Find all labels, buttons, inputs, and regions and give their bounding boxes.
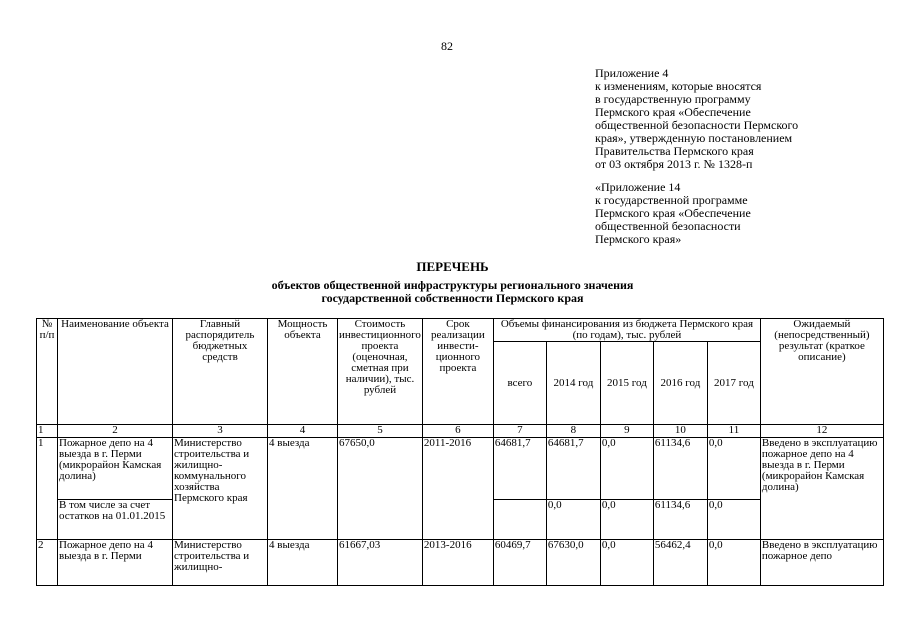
expected-result: Введено в эксплуатацию пожарное депо xyxy=(760,540,883,586)
document-subtitle xyxy=(0,279,905,305)
header-term: Срок реализации инвести-ционного проекта xyxy=(422,319,493,425)
annex-sub-header: «Приложение 14 к государственной программе Пермского края «Обеспечение общественной безопасности Пермского края» xyxy=(595,180,751,246)
row-num: 2 xyxy=(37,540,58,586)
col-number: 12 xyxy=(760,425,883,438)
total: 60469,7 xyxy=(493,540,546,586)
header-2016: 2016 год xyxy=(653,342,707,425)
funding-2015: 0,0 xyxy=(600,540,653,586)
header-manager: Главный распорядитель бюджетных средств xyxy=(173,319,268,425)
annex-header: Приложение 4 к изменениям, которые вносятся в государственную программу Пермского края «Обеспечение общественной безопасности Пермского края», утвержденную постановлением Правительства Пермского края от 03 октября 2013 г. № 1328-п xyxy=(595,66,799,171)
header-capacity: Мощность объекта xyxy=(268,319,338,425)
col-number: 2 xyxy=(58,425,173,438)
header-2014: 2014 год xyxy=(546,342,600,425)
col-number: 3 xyxy=(173,425,268,438)
document-title: ПЕРЕЧЕНЬ xyxy=(416,259,489,274)
row-num: 1 xyxy=(37,438,58,540)
sub-object-name: В том числе за счет остатков на 01.01.2015 xyxy=(58,500,173,540)
header-cost: Стоимость инвестиционного проекта (оценочная, сметная при наличии), тыс. рублей xyxy=(338,319,423,425)
capacity: 4 выезда xyxy=(268,540,338,586)
term: 2011-2016 xyxy=(422,438,493,540)
funding-2015: 0,0 xyxy=(600,438,653,500)
sub-funding-2016: 61134,6 xyxy=(653,500,707,540)
sub-funding-2017: 0,0 xyxy=(707,500,760,540)
object-name: Пожарное депо на 4 выезда в г. Перми xyxy=(58,540,173,586)
col-number: 4 xyxy=(268,425,338,438)
cost: 61667,03 xyxy=(338,540,423,586)
sub-total xyxy=(493,500,546,540)
table-row xyxy=(37,438,884,500)
funding-2017: 0,0 xyxy=(707,438,760,500)
header-name: Наименование объекта xyxy=(58,319,173,425)
col-number: 5 xyxy=(338,425,423,438)
object-name: Пожарное депо на 4 выезда в г. Перми (микрорайон Камская долина) xyxy=(58,438,173,500)
sub-funding-2015: 0,0 xyxy=(600,500,653,540)
funding-2014: 64681,7 xyxy=(546,438,600,500)
capacity: 4 выезда xyxy=(268,438,338,540)
col-number: 7 xyxy=(493,425,546,438)
header-funding: Объемы финансирования из бюджета Пермского края (по годам), тыс. рублей xyxy=(493,319,760,342)
col-number: 11 xyxy=(707,425,760,438)
col-number: 9 xyxy=(600,425,653,438)
header-total: всего xyxy=(493,342,546,425)
subtitle-line-1: объектов общественной инфраструктуры регионального значения xyxy=(271,278,634,292)
sub-funding-2014: 0,0 xyxy=(546,500,600,540)
column-numbers-row xyxy=(37,425,884,438)
funding-2016: 56462,4 xyxy=(653,540,707,586)
funding-2014: 67630,0 xyxy=(546,540,600,586)
col-number: 6 xyxy=(422,425,493,438)
page-number: 82 xyxy=(441,39,453,53)
col-number: 10 xyxy=(653,425,707,438)
objects-table xyxy=(36,318,884,586)
header-2015: 2015 год xyxy=(600,342,653,425)
funding-2017: 0,0 xyxy=(707,540,760,586)
header-num: № п/п xyxy=(37,319,58,425)
col-number: 8 xyxy=(546,425,600,438)
expected-result: Введено в эксплуатацию пожарное депо на 4 выезда в г. Перми (микрорайон Камская долина) xyxy=(760,438,883,540)
header-result: Ожидаемый (непосредственный) результат (краткое описание) xyxy=(760,319,883,425)
header-2017: 2017 год xyxy=(707,342,760,425)
table-row xyxy=(37,540,884,586)
term: 2013-2016 xyxy=(422,540,493,586)
funding-2016: 61134,6 xyxy=(653,438,707,500)
total: 64681,7 xyxy=(493,438,546,500)
col-number: 1 xyxy=(37,425,58,438)
manager: Министерство строительства и жилищно- xyxy=(173,540,268,586)
subtitle-line-2: государственной собственности Пермского края xyxy=(321,291,584,305)
manager: Министерство строительства и жилищно-коммунального хозяйства Пермского края xyxy=(173,438,268,540)
cost: 67650,0 xyxy=(338,438,423,540)
